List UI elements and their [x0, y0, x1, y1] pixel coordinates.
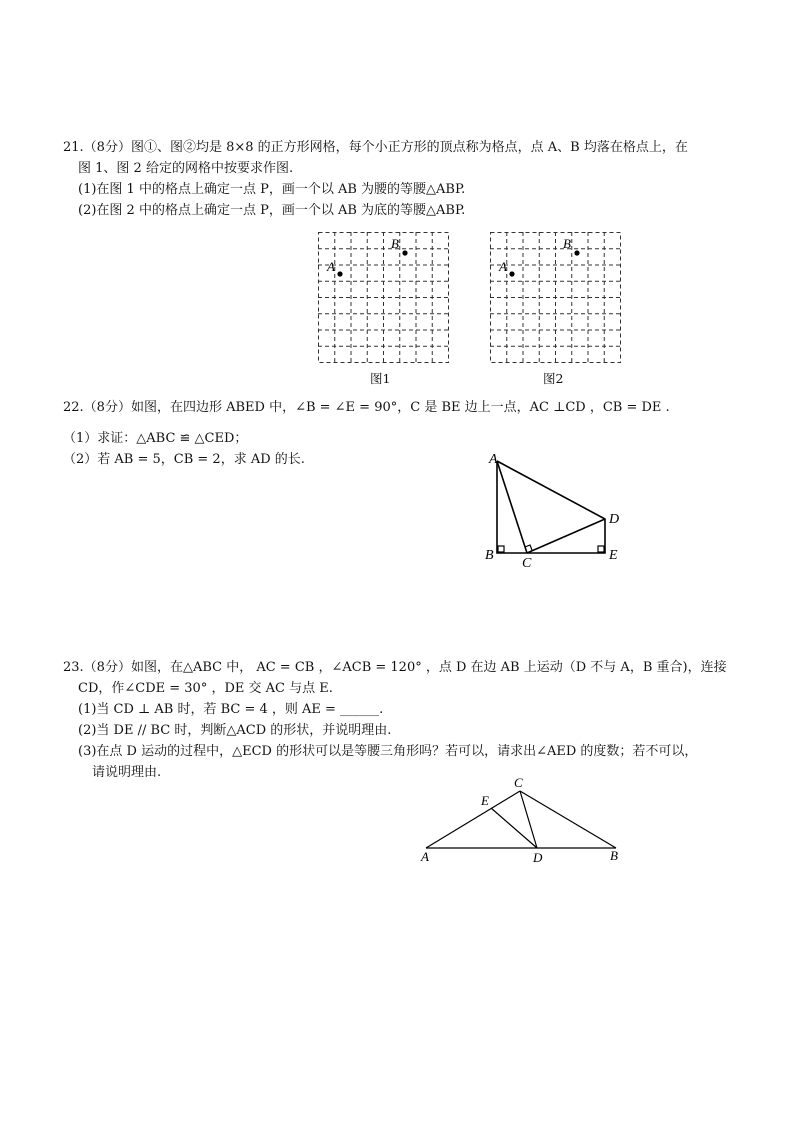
grid-figure-2 — [490, 232, 622, 364]
q21-stem-line2: 图 1、图 2 给定的网格中按要求作图. — [78, 161, 294, 176]
point-a — [509, 271, 514, 276]
q23-stem-line1: 23.（8分）如图，在△ABC 中， AC = CB ，∠ACB = 120° ，点 D 在边 AB 上运动（D 不与 A，B 重合)，连接 — [63, 660, 727, 675]
vertex-d: D — [609, 512, 620, 527]
q21-part1: (1)在图 1 中的格点上确定一点 P，画一个以 AB 为腰的等腰△ABP. — [78, 182, 466, 197]
grid-figure-1 — [318, 232, 450, 364]
vertex-e: E — [481, 793, 489, 808]
vertex-b: B — [610, 848, 618, 863]
point-b — [402, 250, 407, 255]
fig2-caption: 图2 — [543, 371, 564, 386]
point-b — [574, 250, 579, 255]
q22-part2: （2）若 AB = 5，CB = 2，求 AD 的长. — [63, 452, 305, 467]
q23-part3-cont: 请说明理由. — [92, 765, 162, 780]
vertex-c: C — [522, 556, 532, 571]
vertex-a: A — [421, 849, 429, 864]
vertex-d: D — [533, 850, 543, 865]
label-a: A — [327, 259, 335, 274]
q21-part2: (2)在图 2 中的格点上确定一点 P，画一个以 AB 为底的等腰△ABP. — [78, 203, 466, 218]
label-a: A — [499, 259, 507, 274]
vertex-e: E — [609, 548, 618, 563]
q22-part1: （1）求证：△ABC ≌ △CED； — [63, 431, 248, 446]
q22-stem: 22.（8分）如图，在四边形 ABED 中，∠B = ∠E = 90°，C 是 BE 边上一点，AC ⊥CD ，CB = DE . — [63, 400, 670, 415]
vertex-b: B — [485, 548, 494, 563]
q23-part1: (1)当 CD ⊥ AB 时，若 BC = 4 ，则 AE = ______. — [78, 702, 384, 717]
fig1-caption: 图1 — [370, 371, 391, 386]
q21-stem-line1: 21.（8分）图①、图②均是 8×8 的正方形网格，每个小正方形的顶点称为格点，点 A、B 均落在格点上，在 — [63, 140, 688, 155]
q23-stem-line2: CD，作∠CDE = 30° ，DE 交 AC 与点 E. — [78, 681, 333, 696]
vertex-a: A — [489, 452, 498, 467]
point-a — [337, 271, 342, 276]
vertex-c: C — [514, 775, 523, 790]
q23-part3: (3)在点 D 运动的过程中，△ECD 的形状可以是等腰三角形吗？若可以，请求出∠AED 的度数；若不可以， — [78, 744, 698, 759]
q23-part2: (2)当 DE // BC 时，判断△ACD 的形状，并说明理由. — [78, 723, 392, 738]
label-b: B — [391, 236, 399, 251]
triangle-figure — [415, 773, 630, 868]
quadrilateral-figure — [480, 448, 630, 573]
label-b: B — [563, 236, 571, 251]
